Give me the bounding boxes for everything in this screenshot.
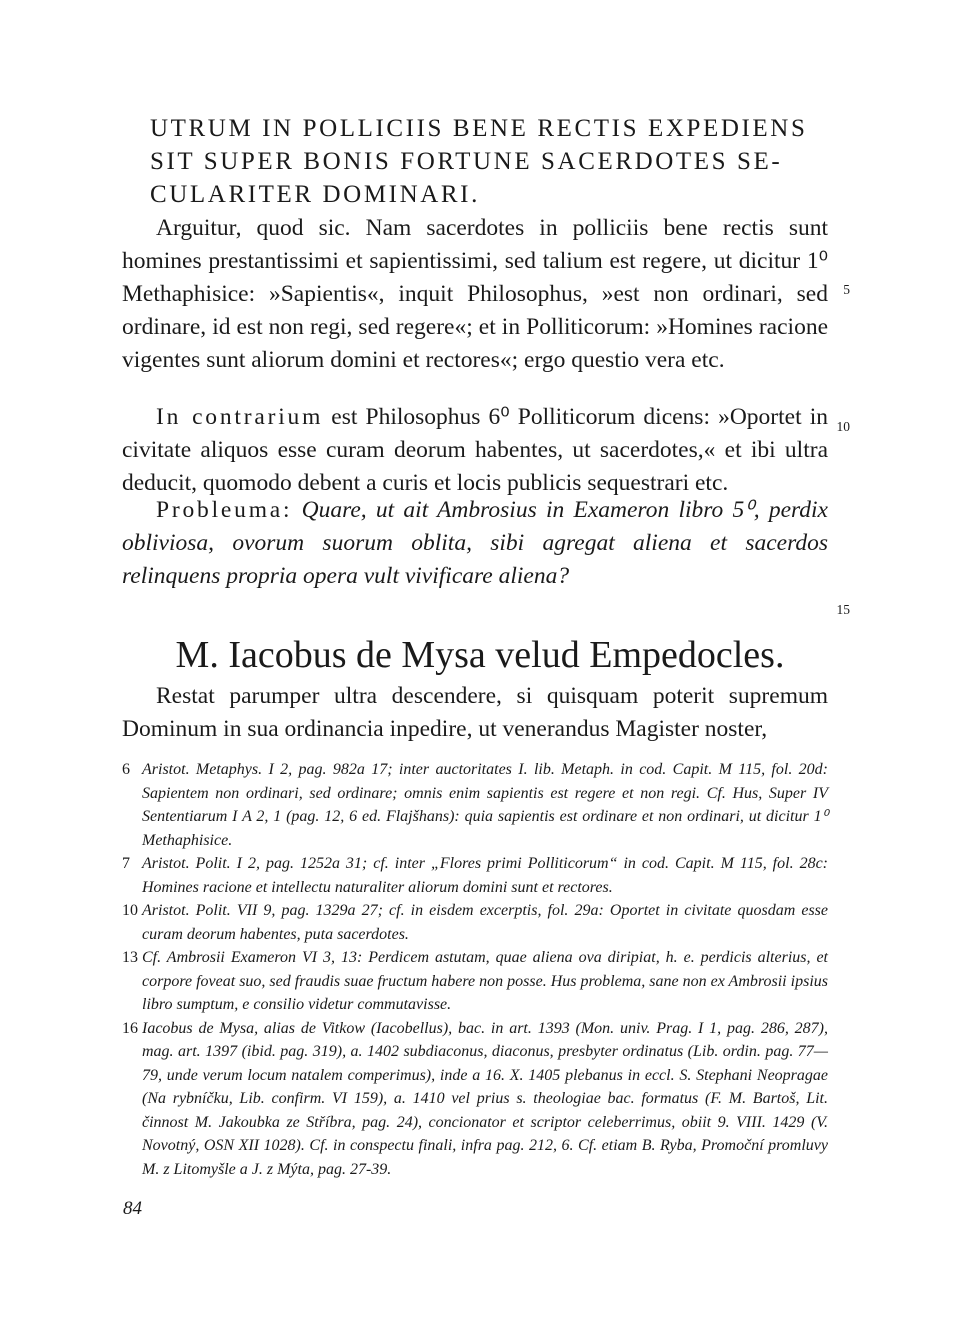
footnote: [122, 758, 828, 852]
line-number-15: 15: [836, 602, 850, 617]
footnote-ref: 6: [122, 761, 130, 778]
argument-text: Nam sacerdotes in polliciis bene rectis sunt homines prestantissimi et sapientissimi, sed talium est regere, ut dicitur 1⁰ Methaphisice: »Sapientis«, inquit Philosophus, »est non ordinari, sed ordinare, id est non regi, sed regere«; et in Polliticorum: »Homines racione vigentes sunt aliorum domini et rectores«; ergo questio vera etc.: [122, 215, 828, 373]
argument-lead: Arguitur, quod sic.: [156, 215, 351, 241]
restat-text: Restat parumper ultra descendere, si quisquam poterit supremum Dominum in sua ordinancia inpedire, ut venerandus Magister noster,: [122, 683, 828, 742]
footnote-text: Cf. Ambrosii Exameron VI 3, 13: Perdicem astutam, quae aliena ova diripiat, h. e. perdicis alterius, et corpore foveat suo, sed fraudis suae fructum habere non posse. Hus problema, sane non ex Ambrosii ipsius libro sumptum, e consilio videtur commutavisse.: [142, 949, 828, 1013]
question-heading: UTRUM IN POLLICIIS BENE RECTIS EXPEDIENS SIT SUPER BONIS FORTUNE SACERDOTES SE-CULARITER DOMINARI.: [150, 115, 808, 208]
footnote-text: Aristot. Polit. I 2, pag. 1252a 31; cf. inter „Flores primi Polliticorum“ in cod. Capit. M 115, fol. 28c: Homines racione et intellectu naturaliter aliorum domini sunt et rectores.: [142, 855, 828, 896]
line-number-5: 5: [843, 282, 850, 297]
footnote-text: Aristot. Metaphys. I 2, pag. 982a 17; inter auctoritates I. lib. Metaph. in cod. Capit. M 115, fol. 20d: Sapientem non ordinari, sed ordinare; omnis enim sapientis est regere et non regi. Cf. Hus, Super IV Sententiarum I A 2, 1 (pag. 12, 6 ed. Flajšhans): quia sapientis est ordinare et non ordinari, ut dicitur 1⁰ Methaphisice.: [142, 761, 828, 849]
footnote: [122, 946, 828, 1017]
footnote-text: Aristot. Polit. VII 9, pag. 1329a 27; cf. in eisdem excerptis, fol. 29a: Oportet in civitate quosdam esse curam deorum habentes, puta sacerdotes.: [142, 902, 828, 943]
footnote-ref: 13: [122, 949, 138, 966]
argument-paragraph: [122, 212, 828, 377]
footnote-text: Iacobus de Mysa, alias de Vitkow (Iacobellus), bac. in art. 1393 (Mon. univ. Prag. I 1, pag. 286, 287), mag. art. 1397 (ibid. pag. 319), a. 1402 subdiaconus, diaconus, presbyter ordinatus (Lib. ordin. pag. 77—79, unde verum locum natalem comperimus), inde a 16. X. 1405 plebanus in eccl. S. Stephani Neopragae (Na rybníčku, Lib. confirm. VI 159), a. 1410 vel prius s. theologiae bac. formatus (F. M. Bartoš, Lit. činnost M. Jakoubka ze Stříbra, pag. 24), concionator et scriptor celeberrimus, obiit 9. VIII. 1429 (V. Novotný, OSN XII 1028). Cf. in conspectu finali, infra pag. 212, 6. Cf. etiam B. Ryba, Promoční promluvy M. z Litomyšle a J. z Mýta, pag. 27-39.: [142, 1019, 828, 1178]
footnote: [122, 899, 828, 946]
probleuma-paragraph: [122, 494, 828, 593]
footnote: [122, 852, 828, 899]
contrarium-paragraph: [122, 401, 828, 500]
page-number: 84: [123, 1198, 142, 1219]
footnote-ref: 16: [122, 1019, 138, 1037]
section-title: M. Iacobus de Mysa velud Empedocles.: [175, 634, 785, 676]
contrarium-text: est Philosophus 6⁰ Polliticorum dicens: »Oportet in civitate aliquos esse curam deorum habentes, ut sacerdotes,« et ibi ultra deducit, quomodo debent a curis et locis publicis sequestrari etc.: [122, 404, 828, 496]
footnote-ref: 10: [122, 902, 138, 919]
probleuma-lead: Probleuma:: [156, 497, 293, 523]
footnote-ref: 7: [122, 855, 130, 872]
line-number-10: 10: [836, 419, 850, 434]
footnotes: [122, 758, 828, 1181]
probleuma-text: Quare, ut ait Ambrosius in Exameron libro 5⁰, perdix obliviosa, ovorum suorum oblita, sibi agregat aliena et sacerdos relinquens propria opera vult vivificare aliena?: [122, 497, 828, 589]
contrarium-lead: In contrarium: [156, 404, 324, 430]
restat-paragraph: [122, 680, 828, 746]
footnote: [122, 1017, 828, 1182]
